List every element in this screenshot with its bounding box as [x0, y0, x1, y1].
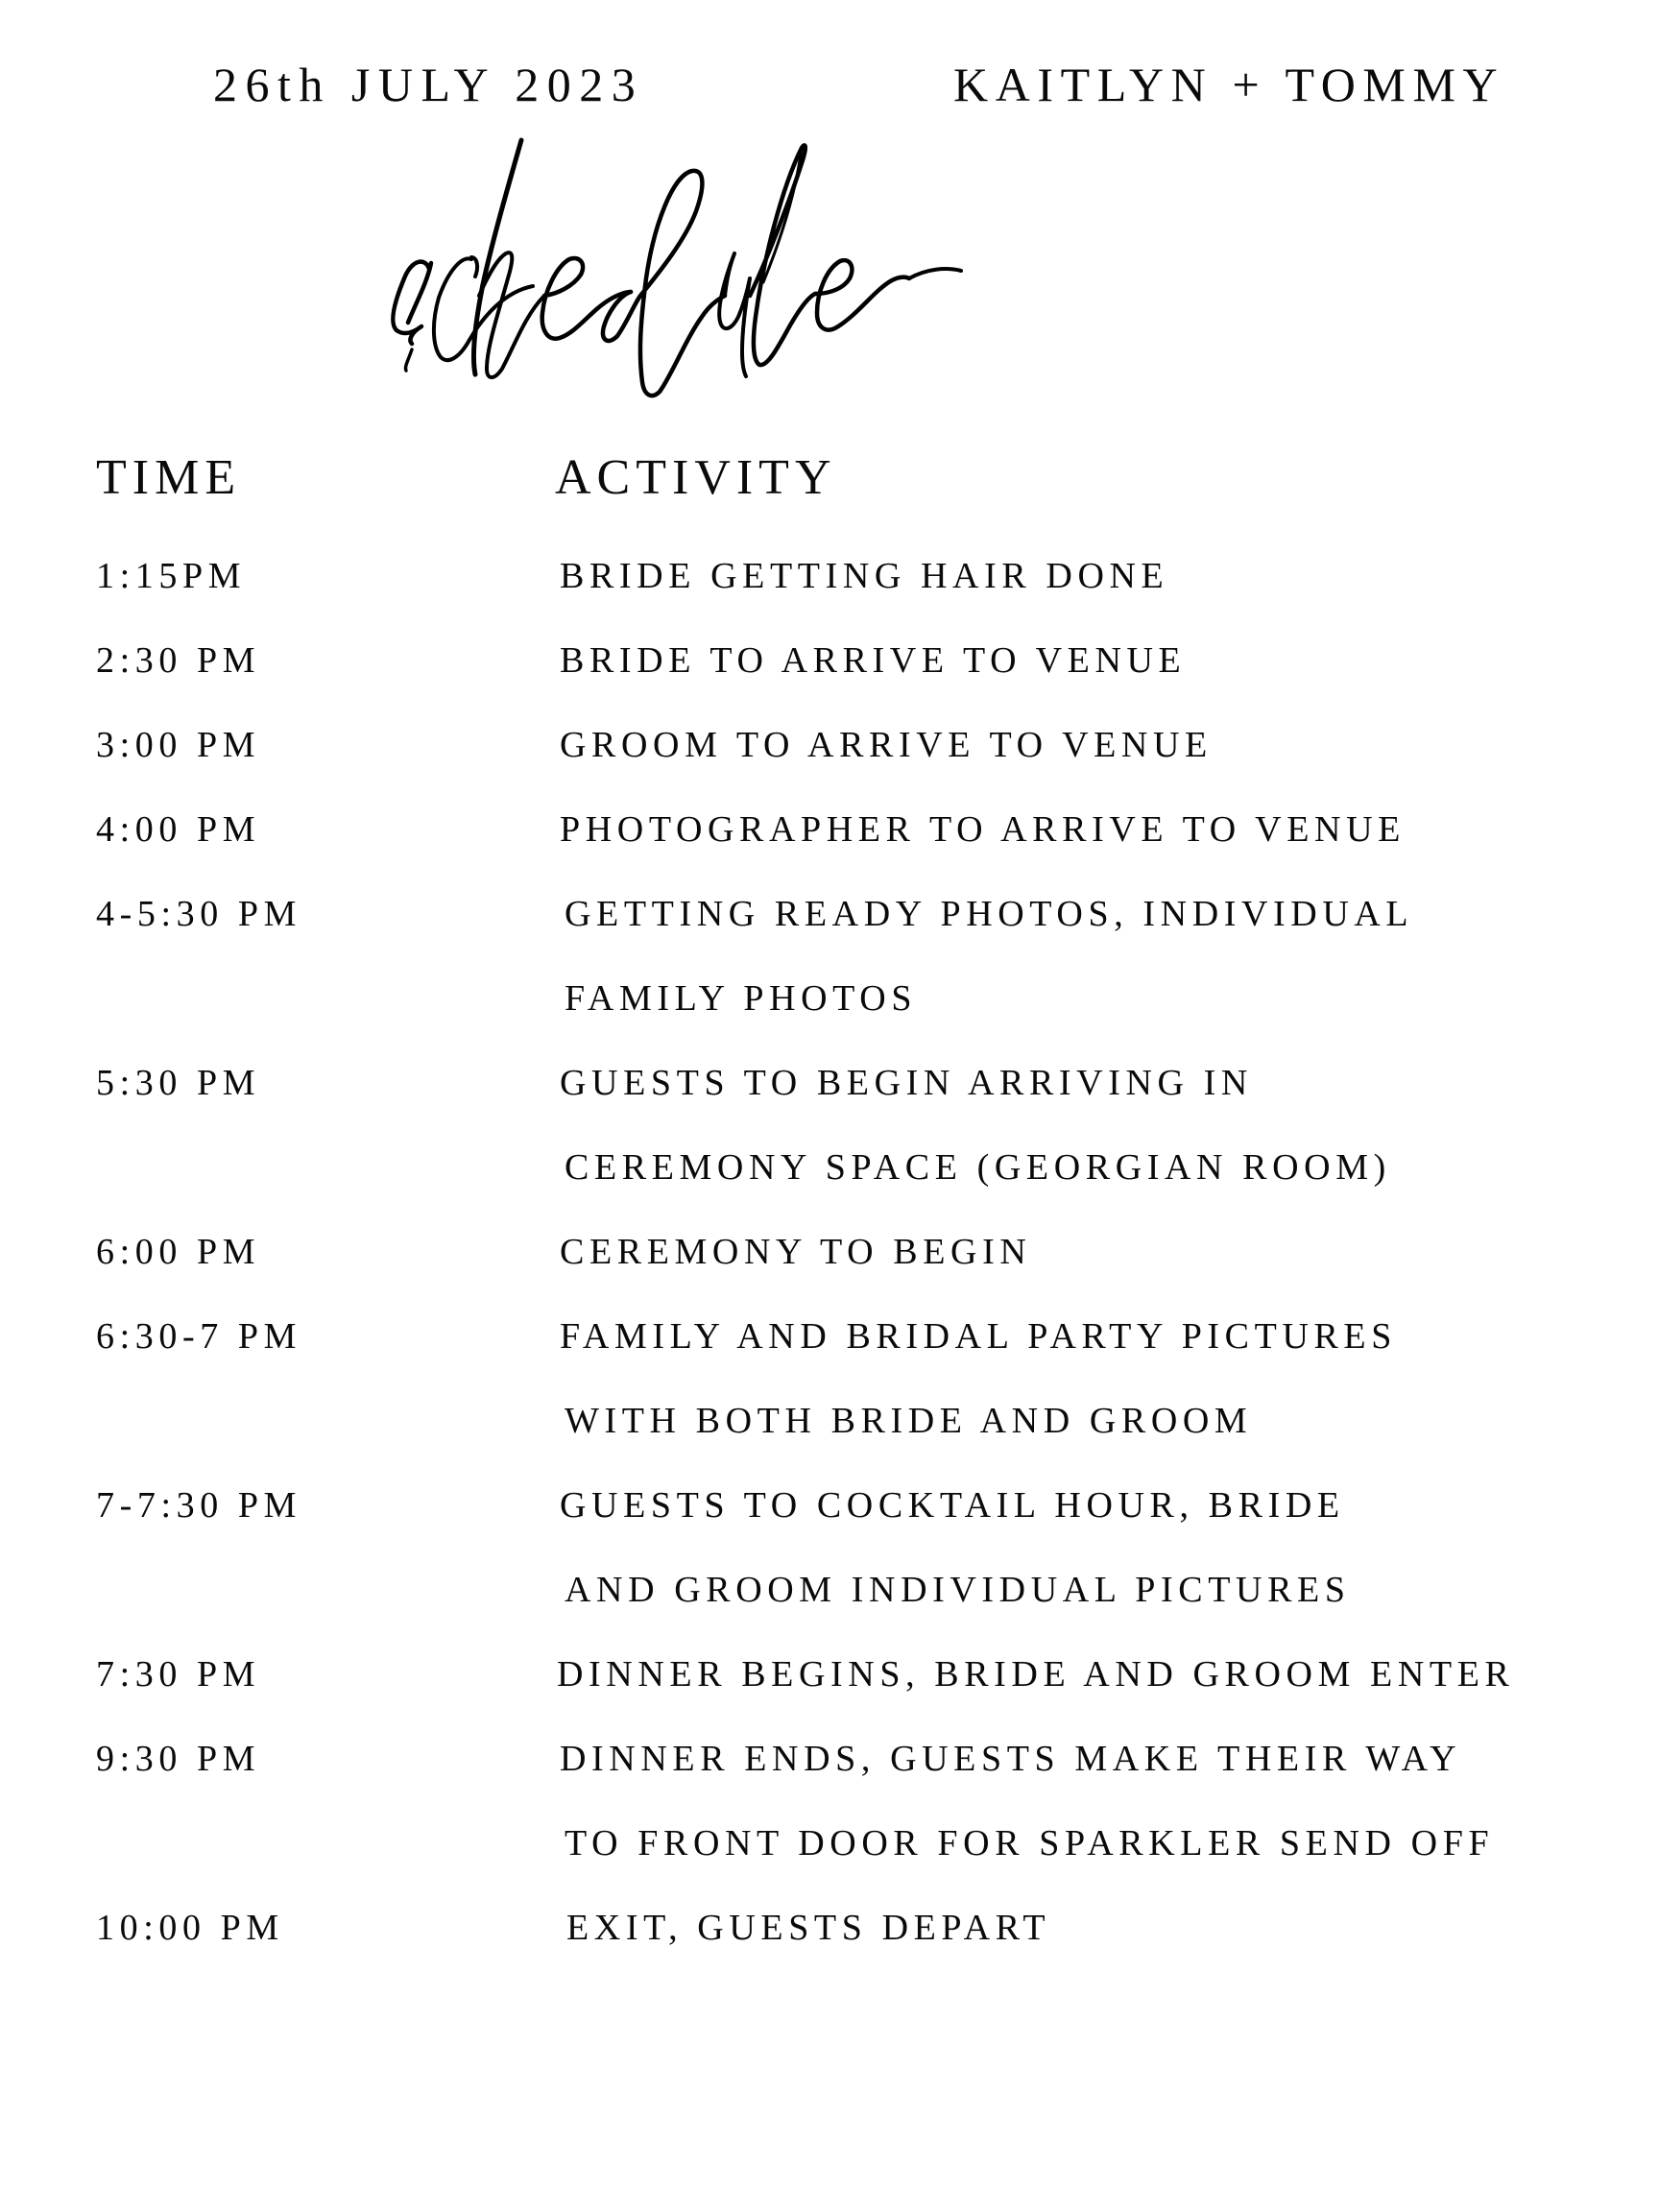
schedule-row-continuation	[0, 1400, 1659, 1484]
row-time: 7:30 PM	[96, 1654, 261, 1695]
row-activity: GETTING READY PHOTOS, INDIVIDUAL	[565, 894, 1414, 934]
schedule-row	[0, 639, 1659, 724]
time-column-header: TIME	[96, 450, 242, 505]
schedule-row	[0, 724, 1659, 808]
row-activity-continued: TO FRONT DOOR FOR SPARKLER SEND OFF	[565, 1823, 1495, 1863]
row-time: 5:30 PM	[96, 1063, 261, 1103]
row-time: 10:00 PM	[96, 1908, 284, 1948]
event-date: 26th JULY 2023	[213, 58, 644, 111]
schedule-list	[0, 555, 1659, 1991]
row-activity: GUESTS TO COCKTAIL HOUR, BRIDE	[560, 1485, 1345, 1526]
row-activity: BRIDE GETTING HAIR DONE	[560, 556, 1169, 596]
row-time: 1:15PM	[96, 556, 247, 596]
row-time: 4-5:30 PM	[96, 894, 302, 934]
couple-names: KAITLYN + TOMMY	[953, 58, 1505, 111]
row-time: 3:00 PM	[96, 725, 261, 765]
row-time: 4:00 PM	[96, 809, 261, 850]
row-activity-continued: AND GROOM INDIVIDUAL PICTURES	[565, 1570, 1351, 1610]
row-activity: BRIDE TO ARRIVE TO VENUE	[560, 640, 1187, 681]
row-time: 2:30 PM	[96, 640, 261, 681]
schedule-row	[0, 1484, 1659, 1569]
row-time: 6:00 PM	[96, 1232, 261, 1272]
activity-column-header: ACTIVITY	[555, 450, 837, 505]
row-time: 7-7:30 PM	[96, 1485, 302, 1526]
schedule-row-continuation	[0, 1822, 1659, 1907]
schedule-row	[0, 1231, 1659, 1315]
schedule-row	[0, 893, 1659, 977]
schedule-row-continuation	[0, 1146, 1659, 1231]
schedule-row	[0, 555, 1659, 639]
row-activity: GROOM TO ARRIVE TO VENUE	[560, 725, 1213, 765]
schedule-row	[0, 1907, 1659, 1991]
row-activity: EXIT, GUESTS DEPART	[566, 1908, 1051, 1948]
row-activity: FAMILY AND BRIDAL PARTY PICTURES	[560, 1316, 1397, 1357]
schedule-row	[0, 1738, 1659, 1822]
schedule-row	[0, 1062, 1659, 1146]
schedule-row	[0, 1315, 1659, 1400]
schedule-row-continuation	[0, 977, 1659, 1062]
row-activity-continued: CEREMONY SPACE (GEORGIAN ROOM)	[565, 1147, 1391, 1188]
row-activity: CEREMONY TO BEGIN	[560, 1232, 1032, 1272]
row-time: 6:30-7 PM	[96, 1316, 302, 1357]
row-activity-continued: FAMILY PHOTOS	[565, 978, 918, 1019]
row-activity: PHOTOGRAPHER TO ARRIVE TO VENUE	[560, 809, 1406, 850]
row-activity: DINNER BEGINS, BRIDE AND GROOM ENTER	[557, 1654, 1515, 1695]
schedule-script-title	[379, 134, 1282, 422]
row-time: 9:30 PM	[96, 1739, 261, 1779]
row-activity: GUESTS TO BEGIN ARRIVING IN	[560, 1063, 1253, 1103]
row-activity: DINNER ENDS, GUESTS MAKE THEIR WAY	[560, 1739, 1462, 1779]
row-activity-continued: WITH BOTH BRIDE AND GROOM	[565, 1401, 1253, 1441]
schedule-row	[0, 1653, 1659, 1738]
schedule-row-continuation	[0, 1569, 1659, 1653]
schedule-row	[0, 808, 1659, 893]
